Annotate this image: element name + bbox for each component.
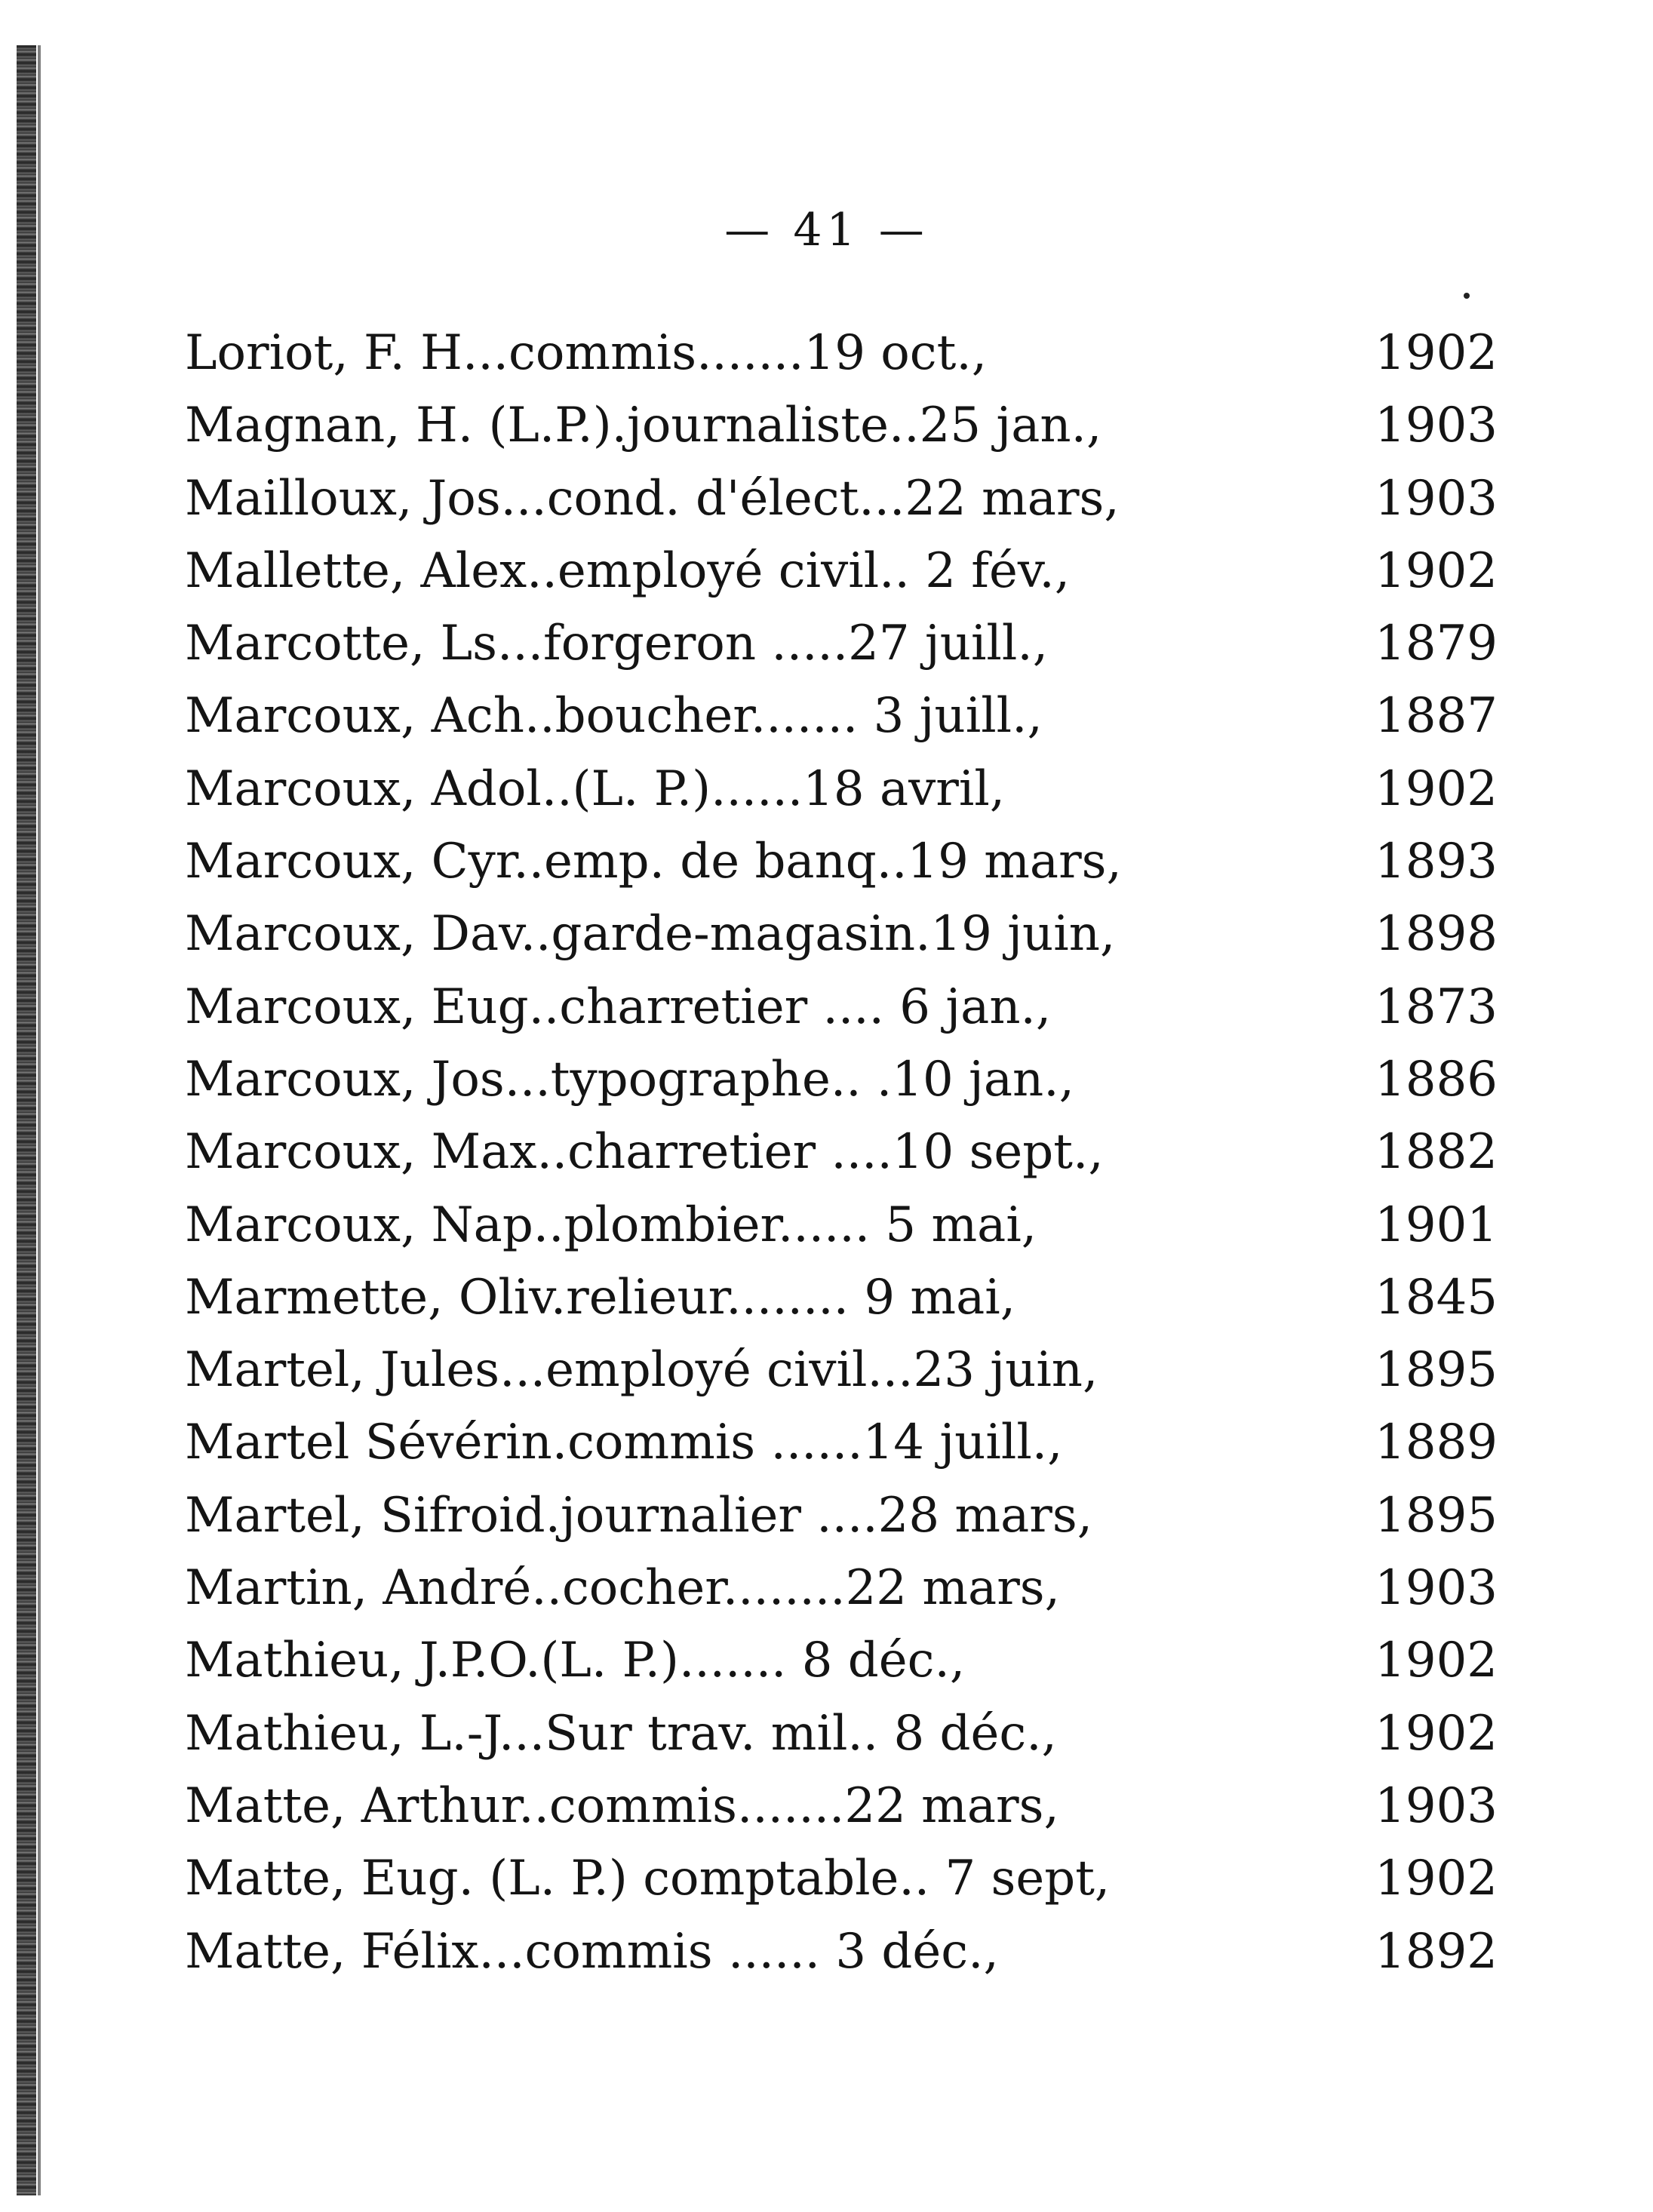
ink-speck <box>1464 293 1470 299</box>
entry-text: Martin, André..cocher........22 mars, <box>185 1560 1060 1617</box>
list-item <box>185 1406 1498 1479</box>
list-item <box>185 680 1498 752</box>
entry-year: 1902 <box>1375 325 1498 381</box>
entry-text: Martel, Sifroid.journalier ....28 mars, <box>185 1487 1093 1544</box>
entry-year: 1903 <box>1375 1777 1498 1834</box>
list-item <box>185 898 1498 970</box>
entry-year: 1887 <box>1375 688 1498 745</box>
entry-text: Matte, Félix...commis ...... 3 déc., <box>185 1923 999 1980</box>
list-item <box>185 1116 1498 1188</box>
list-item <box>185 1189 1498 1261</box>
entry-list <box>185 317 1498 1988</box>
list-item <box>185 389 1498 462</box>
entry-text: Magnan, H. (L.P.).journaliste..25 jan., <box>185 398 1102 454</box>
entry-text: Marcoux, Jos...typographe.. .10 jan., <box>185 1051 1074 1108</box>
list-item <box>185 1697 1498 1770</box>
entry-year: 1893 <box>1375 834 1498 890</box>
entry-text: Marcoux, Max..charretier ....10 sept., <box>185 1124 1104 1181</box>
list-item <box>185 1624 1498 1697</box>
list-item <box>185 1334 1498 1406</box>
list-item <box>185 462 1498 535</box>
page-binding-edge <box>17 45 36 2195</box>
entry-year: 1901 <box>1375 1197 1498 1253</box>
list-item <box>185 753 1498 825</box>
list-item <box>185 971 1498 1043</box>
list-item <box>185 535 1498 607</box>
list-item <box>185 1043 1498 1116</box>
entry-year: 1903 <box>1375 398 1498 454</box>
list-item <box>185 1916 1498 1988</box>
entry-text: Martel Sévérin.commis ......14 juill., <box>185 1415 1063 1471</box>
entry-text: Marcoux, Nap..plombier...... 5 mai, <box>185 1197 1037 1253</box>
entry-year: 1902 <box>1375 1705 1498 1762</box>
entry-year: 1889 <box>1375 1415 1498 1471</box>
list-item <box>185 1552 1498 1624</box>
entry-year: 1895 <box>1375 1342 1498 1399</box>
list-item <box>185 1479 1498 1552</box>
entry-text: Martel, Jules...employé civil...23 juin, <box>185 1342 1098 1399</box>
entry-year: 1902 <box>1375 1633 1498 1689</box>
list-item <box>185 607 1498 680</box>
entry-text: Loriot, F. H...commis.......19 oct., <box>185 325 988 381</box>
entry-year: 1902 <box>1375 1851 1498 1907</box>
list-item <box>185 825 1498 898</box>
entry-year: 1873 <box>1375 979 1498 1035</box>
entry-text: Mathieu, L.-J...Sur trav. mil.. 8 déc., <box>185 1705 1057 1762</box>
entry-year: 1892 <box>1375 1923 1498 1980</box>
entry-text: Marcoux, Eug..charretier .... 6 jan., <box>185 979 1052 1035</box>
entry-year: 1879 <box>1375 616 1498 672</box>
entry-text: Marcoux, Cyr..emp. de banq..19 mars, <box>185 834 1122 890</box>
entry-text: Marcoux, Ach..boucher....... 3 juill., <box>185 688 1043 745</box>
list-item <box>185 317 1498 389</box>
list-item <box>185 1261 1498 1334</box>
page-binding-shadow <box>38 45 41 2195</box>
entry-text: Marcoux, Adol..(L. P.)......18 avril, <box>185 760 1006 817</box>
entry-text: Matte, Arthur..commis.......22 mars, <box>185 1777 1059 1834</box>
entry-text: Marmette, Oliv.relieur........ 9 mai, <box>185 1269 1016 1326</box>
list-item <box>185 1770 1498 1842</box>
entry-year: 1903 <box>1375 470 1498 527</box>
entry-text: Marcotte, Ls...forgeron .....27 juill., <box>185 616 1049 672</box>
entry-text: Mallette, Alex..employé civil.. 2 fév., <box>185 542 1071 599</box>
entry-text: Mailloux, Jos...cond. d'élect...22 mars, <box>185 470 1120 527</box>
entry-year: 1903 <box>1375 1560 1498 1617</box>
entry-year: 1882 <box>1375 1124 1498 1181</box>
entry-year: 1898 <box>1375 906 1498 963</box>
entry-year: 1895 <box>1375 1487 1498 1544</box>
entry-text: Marcoux, Dav..garde-magasin.19 juin, <box>185 906 1116 963</box>
entry-year: 1902 <box>1375 760 1498 817</box>
list-item <box>185 1842 1498 1915</box>
page-number: — 41 — <box>724 204 929 257</box>
entry-year: 1902 <box>1375 542 1498 599</box>
entry-year: 1886 <box>1375 1051 1498 1108</box>
entry-text: Mathieu, J.P.O.(L. P.)....... 8 déc., <box>185 1633 966 1689</box>
entry-text: Matte, Eug. (L. P.) comptable.. 7 sept, <box>185 1851 1111 1907</box>
entry-year: 1845 <box>1375 1269 1498 1326</box>
